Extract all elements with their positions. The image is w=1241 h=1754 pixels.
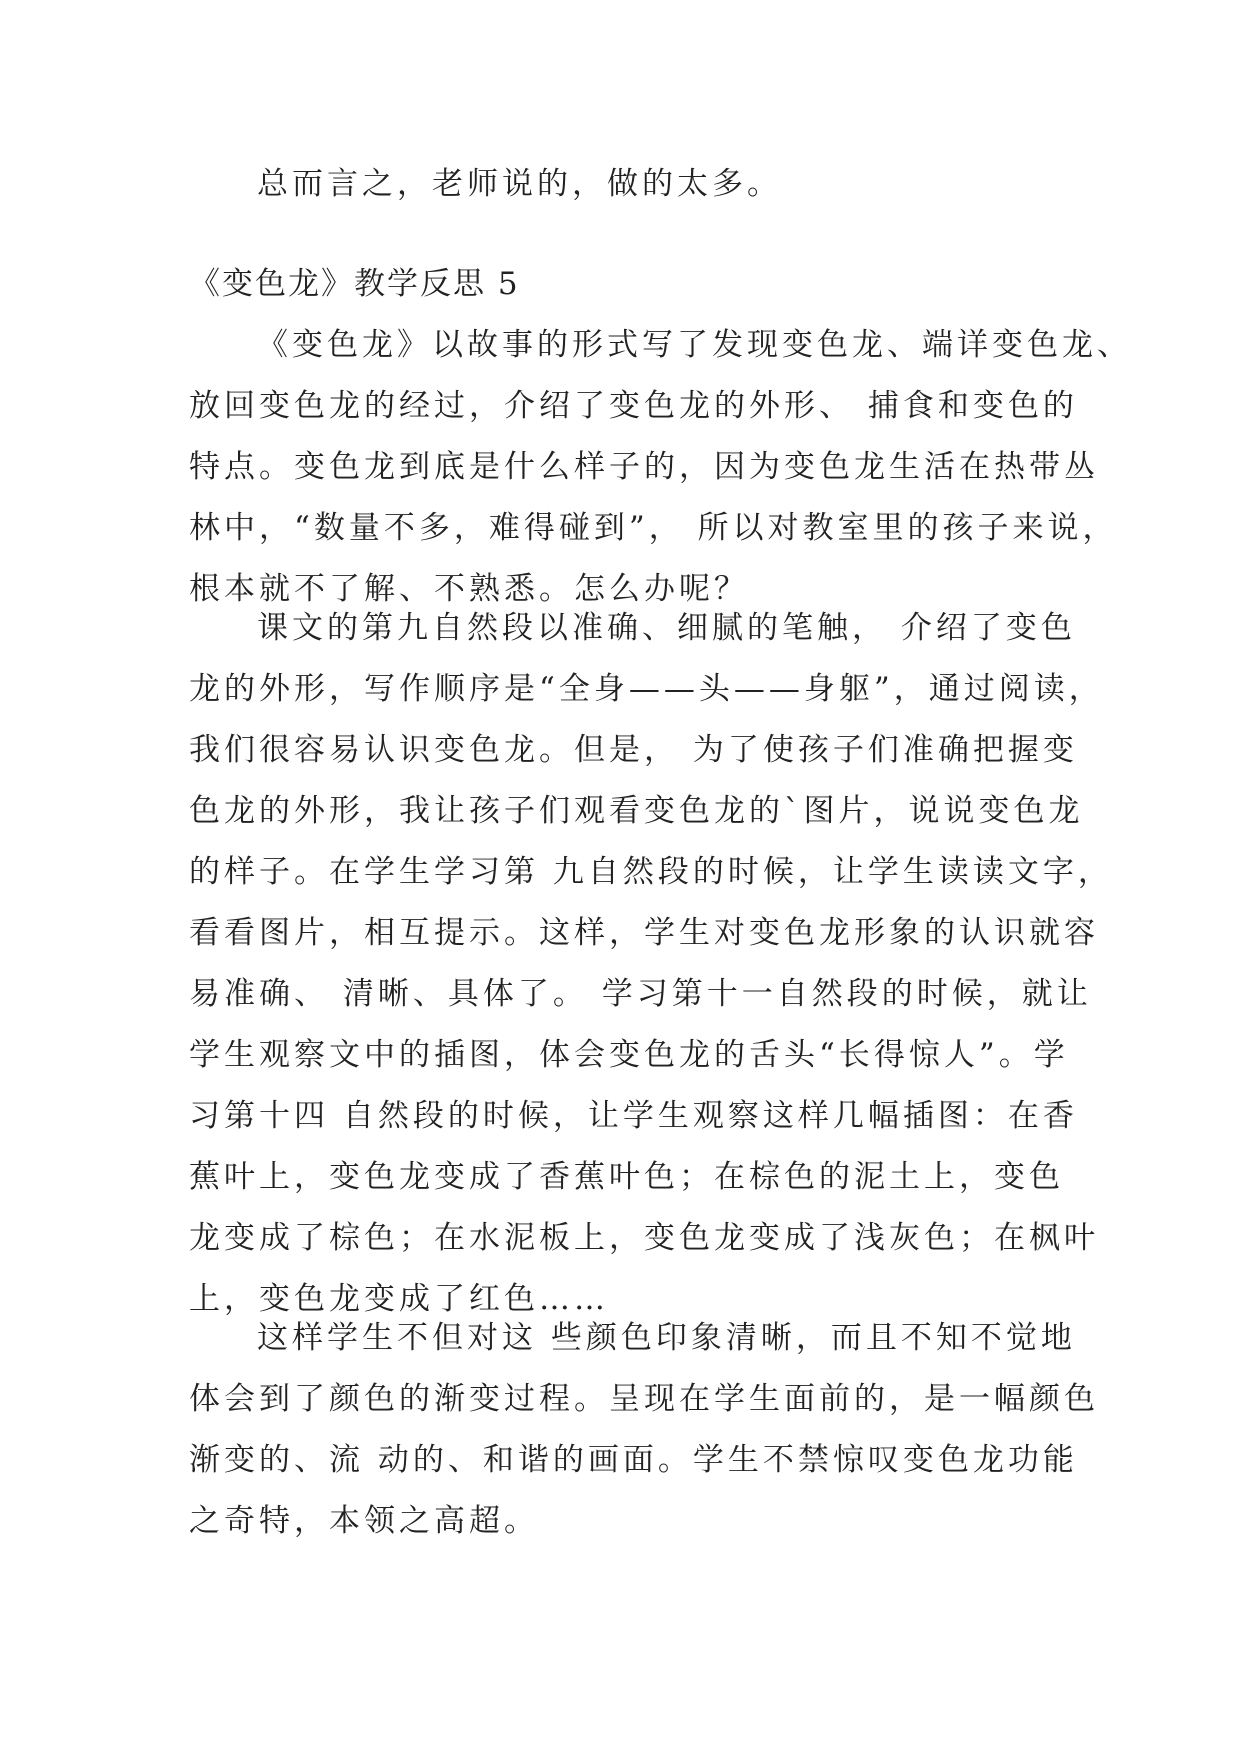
section-heading (189, 254, 1069, 315)
text-line: 这样学生不但对这 些颜色印象清晰，而且不知不觉地 (257, 1320, 1076, 1356)
text-line: 总而言之，老师说的，做的太多。 (257, 166, 782, 202)
text-line: 蕉叶上，变色龙变成了香蕉叶色；在棕色的泥土上，变色 (189, 1159, 1064, 1195)
text-line: 上，变色龙变成了红色…… (189, 1281, 609, 1317)
text-line: 课文的第九自然段以准确、细腻的笔触， 介绍了变色 (257, 610, 1076, 646)
text-line: 林中，“数量不多，难得碰到”， 所以对教室里的孩子来说， (189, 510, 1118, 546)
text-line: 龙变成了棕色；在水泥板上，变色龙变成了浅灰色；在枫叶 (189, 1220, 1099, 1256)
text-line: 习第十四 自然段的时候，让学生观察这样几幅插图：在香 (189, 1098, 1078, 1134)
paragraph-3 (189, 1308, 1099, 1552)
text-line: 根本就不了解、不熟悉。怎么办呢？ (189, 571, 749, 607)
text-line: 龙的外形，写作顺序是“全身——头——身躯”，通过阅读， (189, 671, 1104, 707)
text-line: 看看图片，相互提示。这样，学生对变色龙形象的认识就容 (189, 915, 1099, 951)
text-line: 易准确、 清晰、具体了。 学习第十一自然段的时候，就让 (189, 976, 1092, 1012)
summary-paragraph (189, 154, 1069, 215)
text-line: 放回变色龙的经过，介绍了变色龙的外形、 捕食和变色的 (189, 388, 1078, 424)
text-line: 色龙的外形，我让孩子们观看变色龙的`图片，说说变色龙 (189, 793, 1084, 829)
text-line: 《变色龙》以故事的形式写了发现变色龙、端详变色龙、 (257, 327, 1132, 363)
text-line: 的样子。在学生学习第 九自然段的时候，让学生读读文字， (189, 854, 1113, 890)
text-line: 特点。变色龙到底是什么样子的，因为变色龙生活在热带丛 (189, 449, 1099, 485)
text-line: 我们很容易认识变色龙。但是， 为了使孩子们准确把握变 (189, 732, 1078, 768)
text-line: 渐变的、流 动的、和谐的画面。学生不禁惊叹变色龙功能 (189, 1442, 1078, 1478)
paragraph-2 (189, 598, 1113, 1330)
paragraph-1 (189, 315, 1132, 620)
text-line: 体会到了颜色的渐变过程。呈现在学生面前的，是一幅颜色 (189, 1381, 1099, 1417)
heading-text: 《变色龙》教学反思 5 (189, 266, 520, 302)
text-line: 学生观察文中的插图，体会变色龙的舌头“长得惊人”。学 (189, 1037, 1069, 1073)
text-line: 之奇特，本领之高超。 (189, 1503, 539, 1539)
